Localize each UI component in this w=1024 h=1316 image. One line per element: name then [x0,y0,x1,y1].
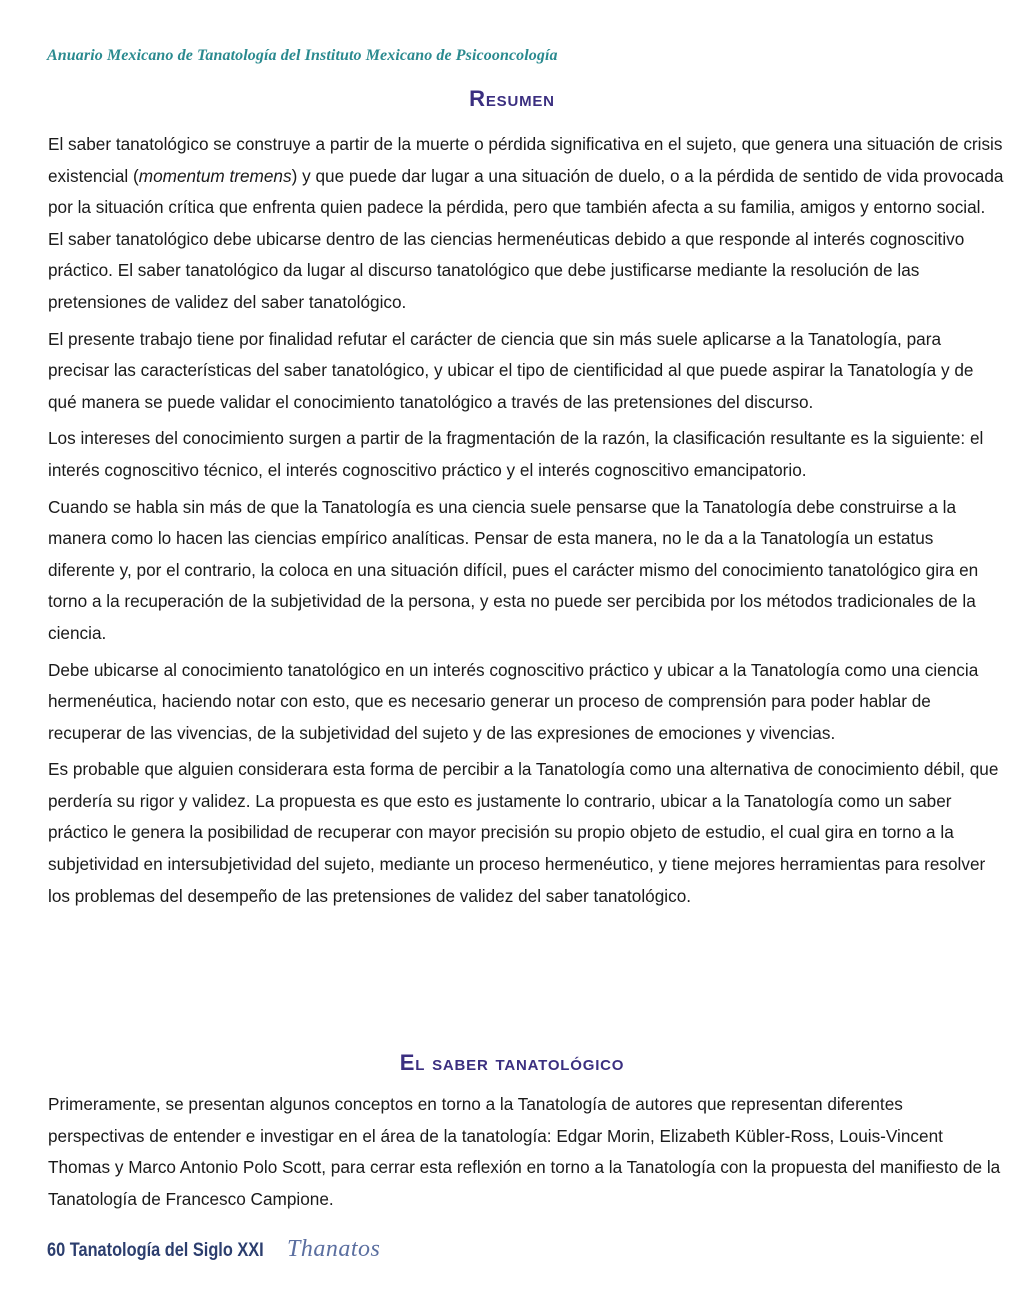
running-header: Anuario Mexicano de Tanatología del Instituto Mexicano de Psicooncología [47,47,558,64]
paragraph: Es probable que alguien considerara esta forma de percibir a la Tanatología como una alternativa de conocimiento débil, que perdería su rigor y validez. La propuesta es que esto es justamente lo contrario, ubicar a la Tanatología como un saber práctico le genera la posibilidad de recuperar con mayor precisión su propio objeto de estudio, el cual gira en torno a la subjetividad en intersubjetividad del sujeto, mediante un proceso hermenéutico, y tiene mejores herramientas para resolver los problemas del desempeño de las pretensiones de validez del saber tanatológico. [48,759,999,906]
resumen-body [48,129,1004,917]
paragraph: El presente trabajo tiene por finalidad refutar el carácter de ciencia que sin más suele aplicarse a la Tanatología, para precisar las características del saber tanatológico, y ubicar el tipo de cientificidad al que puede aspirar la Tanatología y de qué manera se puede validar el conocimiento tanatológico a través de las pretensiones del discurso. [48,328,974,412]
section-heading-saber-tanatologico: El saber tanatológico [399,1050,625,1075]
paragraph: Cuando se habla sin más de que la Tanatología es una ciencia suele pensarse que la Tanatología debe construirse a la manera como lo hacen las ciencias empírico analíticas. Pensar de esta manera, no le da a la Tanatología un estatus diferente y, por el contrario, la coloca en una situación difícil, pues el carácter mismo del conocimiento tanatológico gira en torno a la recuperación de la subjetividad de la persona, y esta no puede ser percibida por los métodos tradicionales de la ciencia. [48,496,979,643]
folio: 60 Tanatología del Siglo XXI [47,1240,264,1261]
paragraph [48,129,1004,319]
latin-term: momentum tremens [138,165,292,186]
saber-body [48,1089,1004,1220]
paragraph: Debe ubicarse al conocimiento tanatológico en un interés cognoscitivo práctico y ubicar a la Tanatología como una ciencia hermenéutica, haciendo notar con esto, que es necesario generar un proceso de comprensión para poder hablar de recuperar de las vivencias, de la subjetividad del sujeto y de las expresiones de emociones y vivencias. [48,659,979,743]
paragraph-text: El saber tanatológico se construye a partir de la muerte o pérdida significativa en el sujeto, que genera una situación de crisis existencial ( [48,134,1003,186]
paragraph: Primeramente, se presentan algunos conceptos en torno a la Tanatología de autores que representan diferentes perspectivas de entender e investigar en el área de la tanatología: Edgar Morin, Elizabeth Kübler-Ross, Louis-Vincent Thomas y Marco Antonio Polo Scott, para cerrar esta reflexión en torno a la Tanatología con la propuesta del manifiesto de la Tanatología de Francesco Campione. [48,1094,1001,1209]
thanatos-logo: Thanatos [286,1236,381,1262]
paragraph: Los intereses del conocimiento surgen a partir de la fragmentación de la razón, la clasificación resultante es la siguiente: el interés cognoscitivo técnico, el interés cognoscitivo práctico y el interés cognoscitivo emancipatorio. [48,428,984,480]
paragraph-text: ) y que puede dar lugar a una situación de duelo, o a la pérdida de sentido de vida provocada por la situación crítica que enfrenta quien padece la pérdida, pero que también afecta a su familia, amigos y entorno social. El saber tanatológico debe ubicarse dentro de las ciencias hermenéuticas debido a que responde al interés cognoscitivo práctico. El saber tanatológico da lugar al discurso tanatológico que debe justificarse mediante la resolución de las pretensiones de validez del saber tanatológico. [48,165,1004,312]
section-heading-resumen: Resumen [469,86,555,111]
page-footer [47,1236,380,1263]
